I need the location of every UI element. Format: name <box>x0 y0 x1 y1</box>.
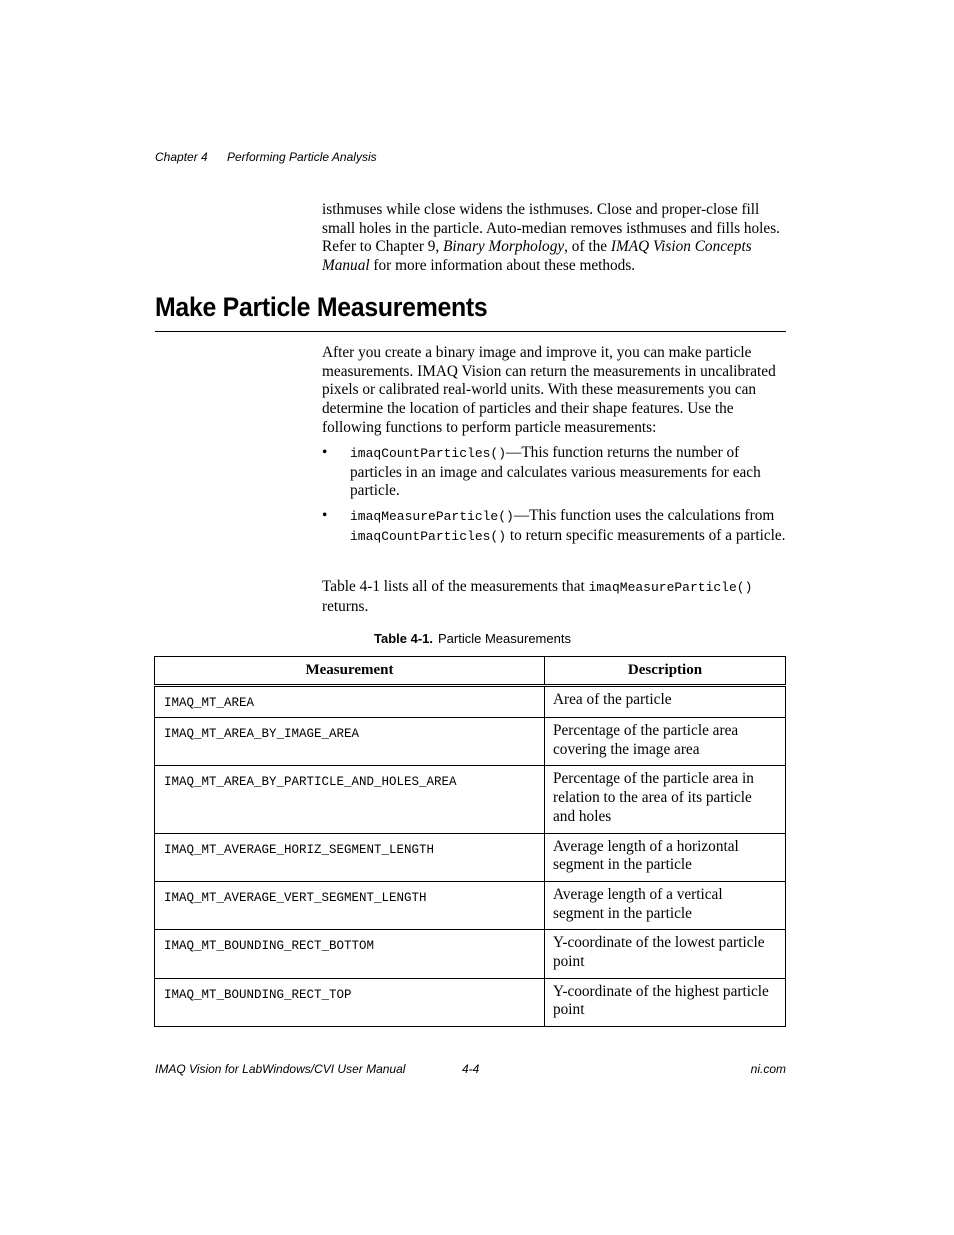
list-item-text: —This function uses the calculations from <box>513 507 775 525</box>
measurement-cell: IMAQ_MT_BOUNDING_RECT_BOTTOM <box>155 930 545 978</box>
section-divider <box>155 331 786 332</box>
column-header-description: Description <box>545 657 786 686</box>
table-reference-paragraph <box>322 578 786 616</box>
intro-paragraph <box>322 201 786 276</box>
table-row <box>155 686 786 718</box>
footer-manual-title: IMAQ Vision for LabWindows/CVI User Manual <box>155 1062 406 1076</box>
list-item <box>322 444 786 501</box>
measurement-cell: IMAQ_MT_BOUNDING_RECT_TOP <box>155 978 545 1026</box>
function-name: imaqMeasureParticle() <box>588 580 753 595</box>
chapter-label: Chapter 4 <box>155 150 208 164</box>
description-cell: Percentage of the particle area in relation to the area of its particle and holes <box>545 766 786 833</box>
list-item-text: —This function returns the number of particles in an image and calculates various measurements for each particle. <box>350 444 761 500</box>
table-ref-text: Table 4-1 lists all of the measurements that <box>322 578 589 595</box>
description-cell: Y-coordinate of the lowest particle point <box>545 930 786 978</box>
function-name: imaqMeasureParticle() <box>350 509 514 525</box>
intro-text-2: , of the <box>564 238 611 256</box>
table-row <box>155 766 786 833</box>
table-row <box>155 930 786 978</box>
table-row <box>155 881 786 929</box>
manual-reference: IMAQ Vision Concepts Manual <box>322 238 752 275</box>
function-name: imaqCountParticles() <box>350 528 507 544</box>
table-caption <box>374 631 571 646</box>
table-row <box>155 833 786 881</box>
table-row <box>155 978 786 1026</box>
measurement-cell: IMAQ_MT_AREA_BY_IMAGE_AREA <box>155 718 545 766</box>
description-cell: Percentage of the particle area covering the image area <box>545 718 786 766</box>
footer-website: ni.com <box>750 1062 786 1076</box>
chapter-title: Performing Particle Analysis <box>227 150 377 164</box>
measurements-table <box>154 656 786 1027</box>
chapter-reference: Binary Morphology <box>443 238 565 256</box>
function-list <box>322 444 786 553</box>
table-ref-text-2: returns. <box>322 597 369 615</box>
section-title: Make Particle Measurements <box>155 292 488 322</box>
intro-text-3: for more information about these methods. <box>369 257 636 275</box>
running-header <box>155 150 377 164</box>
column-header-measurement: Measurement <box>155 657 545 686</box>
measurement-cell: IMAQ_MT_AREA <box>155 686 545 718</box>
description-cell: Average length of a vertical segment in the particle <box>545 881 786 929</box>
bullet-icon: • <box>322 507 328 525</box>
measurement-cell: IMAQ_MT_AREA_BY_PARTICLE_AND_HOLES_AREA <box>155 766 545 833</box>
intro-text: isthmuses while close widens the isthmuses. Close and proper-close fill small holes in the particle. Auto-median removes isthmuses and fills holes. Refer to Chapter 9, <box>322 201 780 256</box>
section-paragraph: After you create a binary image and improve it, you can make particle measurements. IMAQ Vision can return the measurements in uncalibrated pixels or calibrated real-world units. With these measurements you can determine the location of particles and their shape features. Use the following functions to perform particle measurements: <box>322 344 776 436</box>
footer-page-number: 4-4 <box>462 1062 480 1076</box>
list-item-text: to return specific measurements of a particle. <box>506 526 786 544</box>
table-header-row <box>155 657 786 686</box>
function-name: imaqCountParticles() <box>350 446 507 461</box>
table-row <box>155 718 786 766</box>
description-cell: Y-coordinate of the highest particle point <box>545 978 786 1026</box>
description-cell: Area of the particle <box>545 686 786 718</box>
table-title: Particle Measurements <box>438 631 571 646</box>
list-item <box>322 507 786 546</box>
table-number: Table 4-1. <box>374 631 434 646</box>
description-cell: Average length of a horizontal segment in the particle <box>545 833 786 881</box>
bullet-icon: • <box>322 444 328 461</box>
measurement-cell: IMAQ_MT_AVERAGE_HORIZ_SEGMENT_LENGTH <box>155 833 545 881</box>
measurement-cell: IMAQ_MT_AVERAGE_VERT_SEGMENT_LENGTH <box>155 881 545 929</box>
